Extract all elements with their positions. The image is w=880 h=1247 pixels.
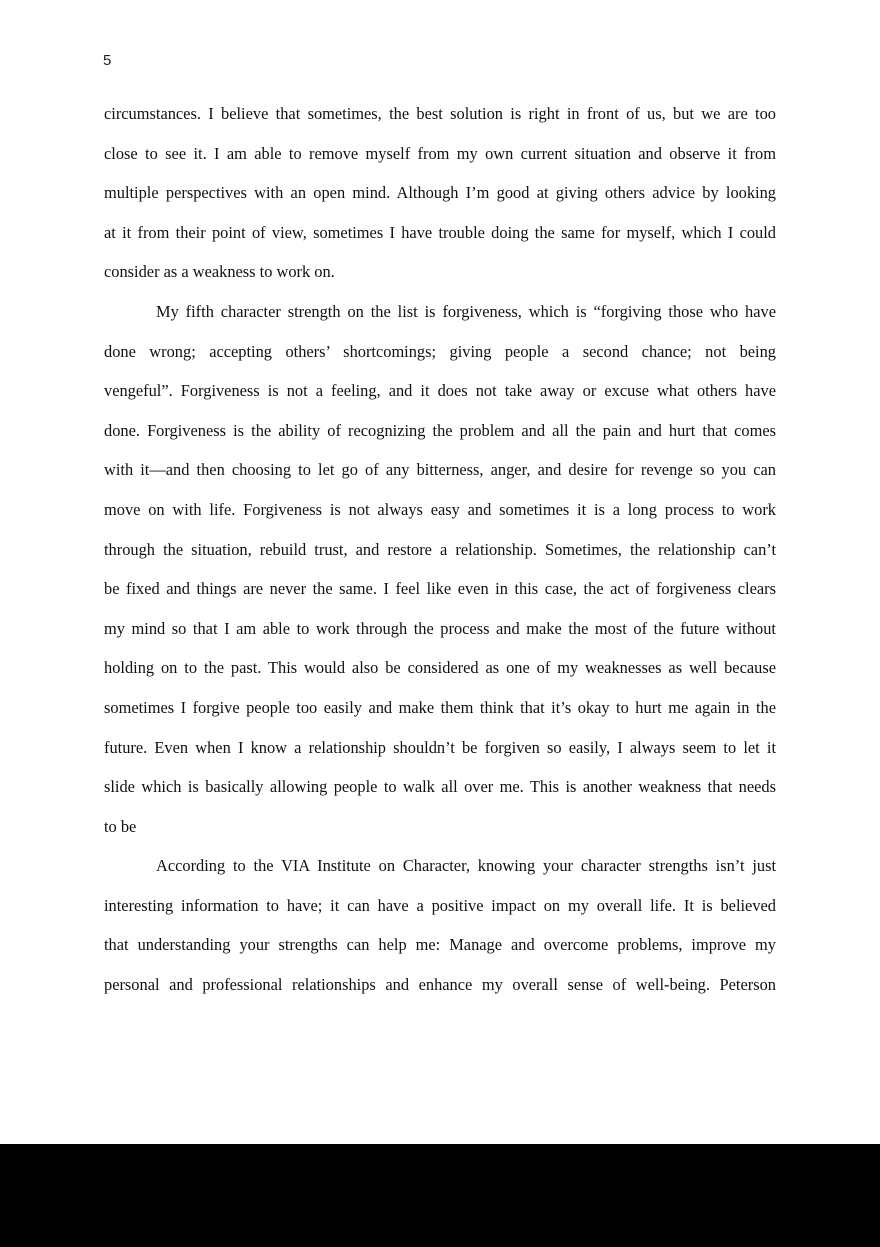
page-number: 5 (103, 52, 112, 69)
text-line: holding on to the past. This would also be considered as one of my weaknesses as well because (104, 658, 776, 678)
text-line: move on with life. Forgiveness is not always easy and sometimes it is a long process to work (104, 499, 776, 519)
text-line: with it—and then choosing to let go of any bitterness, anger, and desire for revenge so you can (104, 460, 776, 480)
text-line: done. Forgiveness is the ability of recognizing the problem and all the pain and hurt that comes (104, 420, 776, 440)
text-line: slide which is basically allowing people to walk all over me. This is another weakness that needs (104, 777, 776, 797)
text-line: vengeful”. Forgiveness is not a feeling, and it does not take away or excuse what others have (104, 381, 776, 401)
text-line: done wrong; accepting others’ shortcomings; giving people a second chance; not being (104, 341, 776, 361)
text-line: my mind so that I am able to work through the process and make the most of the future without (104, 618, 776, 638)
text-line: circumstances. I believe that sometimes, the best solution is right in front of us, but we are too (104, 104, 776, 123)
text-line: future. Even when I know a relationship shouldn’t be forgiven so easily, I always seem to let it (104, 737, 776, 757)
text-line: to be (104, 816, 137, 836)
text-line: personal and professional relationships and enhance my overall sense of well-being. Peterson (104, 975, 776, 995)
paragraph-1 (104, 100, 776, 298)
text-line: sometimes I forgive people too easily and make them think that it’s okay to hurt me again in the (104, 697, 776, 717)
text-line: interesting information to have; it can have a positive impact on my overall life. It is believed (104, 895, 776, 915)
paragraph-2 (104, 298, 776, 852)
body-text (104, 100, 776, 1011)
text-line: that understanding your strengths can help me: Manage and overcome problems, improve my (104, 935, 776, 955)
text-line: multiple perspectives with an open mind. Although I’m good at giving others advice by looking (104, 183, 776, 203)
text-line: close to see it. I am able to remove myself from my own current situation and observe it from (104, 143, 776, 163)
text-line: My fifth character strength on the list is forgiveness, which is “forgiving those who have (156, 301, 776, 321)
text-line: be fixed and things are never the same. I feel like even in this case, the act of forgiveness clears (104, 579, 776, 599)
paragraph-3 (104, 852, 776, 1010)
text-line: at it from their point of view, sometimes I have trouble doing the same for myself, which I could (104, 222, 776, 242)
text-line: through the situation, rebuild trust, and restore a relationship. Sometimes, the relationship can’t (104, 539, 776, 559)
text-line: According to the VIA Institute on Character, knowing your character strengths isn’t just (156, 856, 776, 876)
black-bar (0, 1144, 880, 1247)
text-line: consider as a weakness to work on. (104, 262, 335, 282)
